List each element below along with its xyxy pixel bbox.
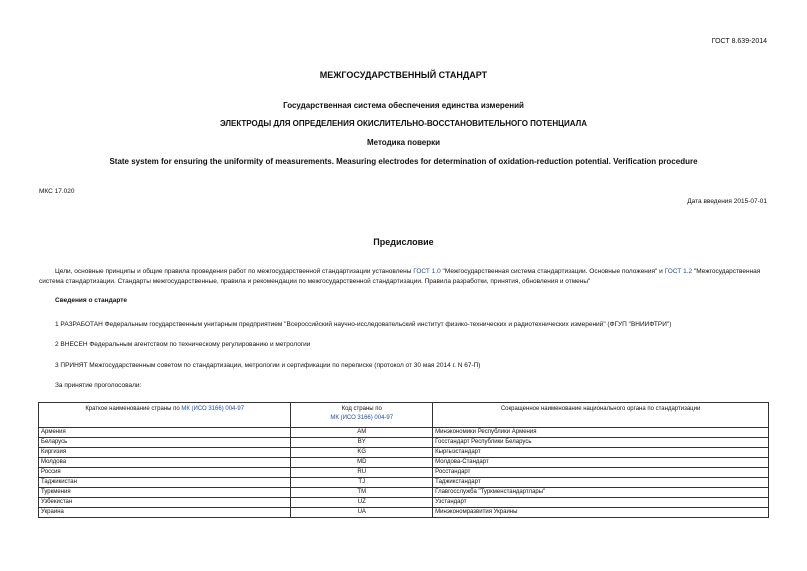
table-row — [39, 428, 769, 438]
document-code: ГОСТ 8.639-2014 — [711, 38, 767, 45]
code-cell: BY — [291, 438, 433, 448]
table-row — [39, 468, 769, 478]
standards-body-cell: Минэкономики Республики Армения — [433, 428, 769, 438]
code-cell: RU — [291, 468, 433, 478]
preface-text-b: "Межгосударственная система стандартизации. Основные положения" и — [440, 268, 665, 275]
table-row — [39, 508, 769, 518]
table-row — [39, 498, 769, 508]
introduction-date: Дата введения 2015-07-01 — [687, 198, 767, 205]
method-heading: Методика поверки — [366, 138, 441, 147]
country-cell: Узбекистан — [39, 498, 291, 508]
col-body-header: Сокращенное наименование национального органа по стандартизации — [433, 403, 769, 428]
col-country-label: Краткое наименование страны по — [85, 406, 182, 412]
code-cell: MD — [291, 458, 433, 468]
standards-body-cell: Госстандарт Республики Беларусь — [433, 438, 769, 448]
info-item-introduced: 2 ВНЕСЕН Федеральным агентством по техническому регулированию и метрологии — [55, 341, 311, 348]
table-header-row — [39, 403, 769, 428]
preface-text-a: Цели, основные принципы и общие правила проведения работ по межгосударственной стандартизации установлены — [55, 268, 414, 275]
gost-1-2-link[interactable]: ГОСТ 1.2 — [664, 268, 693, 275]
standard-info-heading: Сведения о стандарте — [55, 297, 128, 304]
standards-body-cell: Кыргызстандарт — [433, 448, 769, 458]
standards-body-cell: Молдова-Стандарт — [433, 458, 769, 468]
col-code-header — [291, 403, 433, 428]
country-cell: Беларусь — [39, 438, 291, 448]
preface-heading: Предисловие — [373, 237, 434, 247]
code-cell: TM — [291, 488, 433, 498]
voted-label: За принятие проголосовали: — [55, 382, 142, 389]
info-item-developed: 1 РАЗРАБОТАН Федеральным государственным унитарным предприятием "Всероссийский научно-исследовательский институт физико-технических и радиотехнических измерений" (ФГУП "ВНИИФТРИ") — [55, 321, 672, 328]
document-title: ЭЛЕКТРОДЫ ДЛЯ ОПРЕДЕЛЕНИЯ ОКИСЛИТЕЛЬНО-ВОССТАНОВИТЕЛЬНОГО ПОТЕНЦИАЛА — [219, 119, 587, 128]
english-title: State system for ensuring the uniformity of measurements. Measuring electrodes for determination of oxidation-reduction potential. Verification procedure — [109, 157, 698, 166]
table-row — [39, 438, 769, 448]
standards-body-cell: Узстандарт — [433, 498, 769, 508]
table-row — [39, 448, 769, 458]
col-code-label: Код страны по — [341, 406, 382, 412]
code-cell: KG — [291, 448, 433, 458]
code-cell: UA — [291, 508, 433, 518]
table-row — [39, 478, 769, 488]
country-cell: Украина — [39, 508, 291, 518]
system-name-heading: Государственная система обеспечения единства измерений — [283, 101, 524, 110]
mk-iso-code-link[interactable]: МК (ИСО 3166) 004-97 — [330, 415, 394, 421]
table-row — [39, 458, 769, 468]
standards-body-cell: Таджикстандарт — [433, 478, 769, 488]
col-country-header — [39, 403, 291, 428]
standards-body-cell: Минэкономразвития Украины — [433, 508, 769, 518]
country-cell: Киргизия — [39, 448, 291, 458]
info-item-adopted: 3 ПРИНЯТ Межгосударственным советом по стандартизации, метрологии и сертификации по переписке (протокол от 30 мая 2014 г. N 67-П) — [55, 362, 481, 369]
standards-body-cell: Главгосслужба "Туркменстандартлары" — [433, 488, 769, 498]
mk-iso-link[interactable]: МК (ИСО 3166) 004-97 — [181, 406, 245, 412]
voting-countries-table — [38, 402, 769, 518]
country-cell: Молдова — [39, 458, 291, 468]
table-row — [39, 488, 769, 498]
code-cell: TJ — [291, 478, 433, 488]
mks-code: МКС 17.020 — [39, 188, 75, 195]
country-cell: Таджикистан — [39, 478, 291, 488]
standards-body-cell: Росстандарт — [433, 468, 769, 478]
preface-text-c: "Межгосударственная система стандартизации. Стандарты межгосударственные, правила и рекомендации по межгосударственной стандартизации. Правила разработки, принятия, обновления и отмены" — [39, 268, 761, 285]
country-cell: Туркмения — [39, 488, 291, 498]
preface-paragraph — [39, 267, 769, 287]
country-cell: Армения — [39, 428, 291, 438]
gost-1-0-link[interactable]: ГОСТ 1.0 — [413, 268, 441, 275]
code-cell: UZ — [291, 498, 433, 508]
country-cell: Россия — [39, 468, 291, 478]
code-cell: AM — [291, 428, 433, 438]
standard-type-heading: МЕЖГОСУДАРСТВЕННЫЙ СТАНДАРТ — [319, 70, 488, 80]
